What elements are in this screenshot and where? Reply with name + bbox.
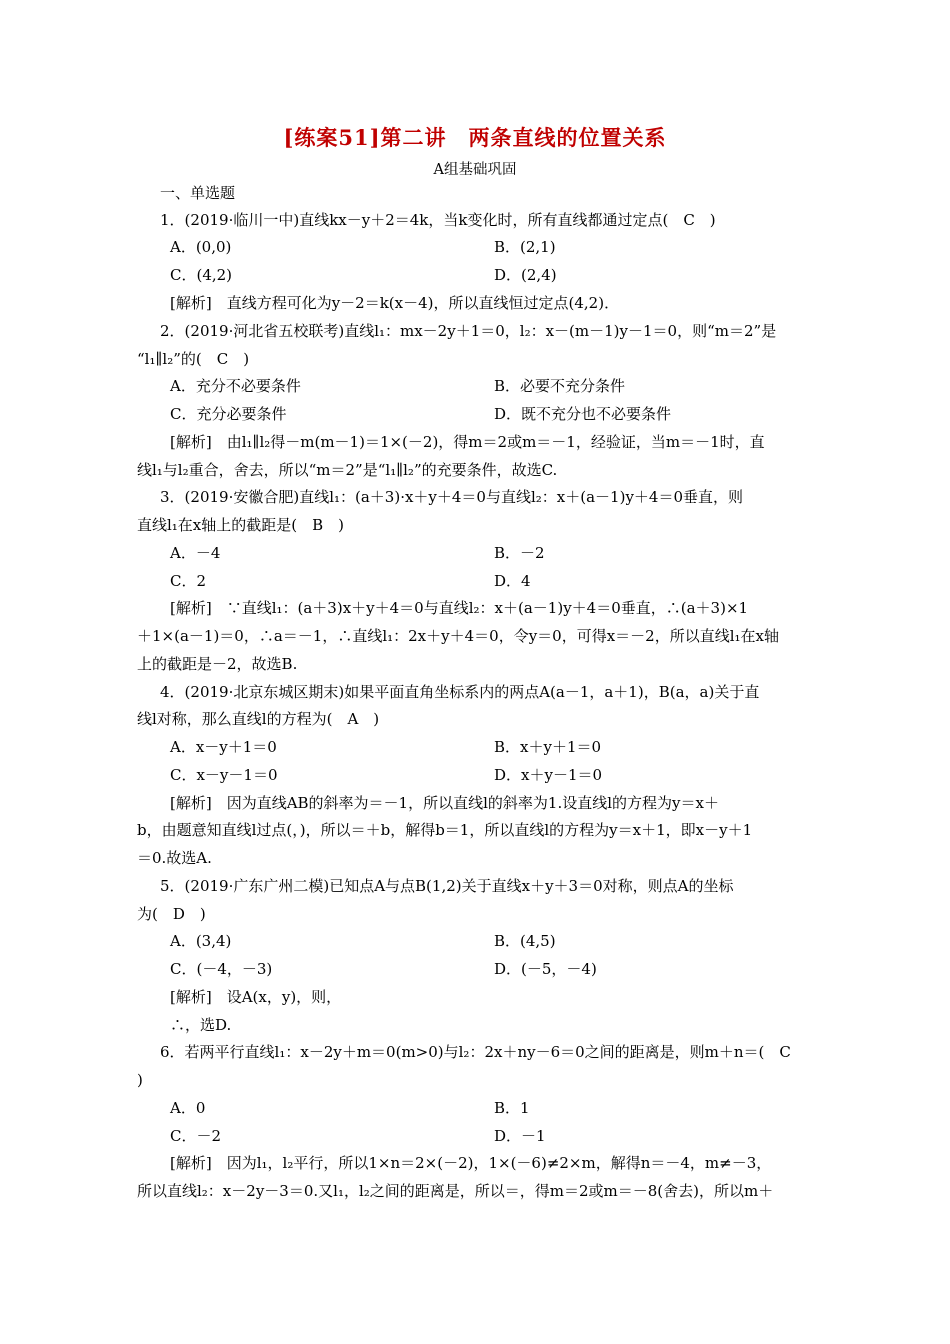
question-1-stem: 1．(2019·临川一中)直线kx－y＋2＝4k，当k变化时，所有直线都通过定点( C ) [160, 211, 716, 229]
question-6-option-c: C．－2 [170, 1127, 222, 1145]
question-5-analysis-line-1: [解析] 设A(x，y)，则， [170, 988, 342, 1006]
question-3-analysis-line-1: [解析] ∵直线l₁：(a＋3)x＋y＋4＝0与直线l₂：x＋(a－1)y＋4＝0垂直，∴(a＋3)×1 [170, 599, 749, 617]
question-4-option-c: C．x－y－1＝0 [170, 766, 278, 784]
question-4-analysis-line-1: [解析] 因为直线AB的斜率为＝－1，所以直线l的斜率为1.设直线l的方程为y＝x＋ [170, 794, 719, 812]
question-4-option-d: D．x＋y－1＝0 [494, 766, 603, 784]
question-2-option-a: A．充分不必要条件 [170, 377, 301, 395]
question-4-option-b: B．x＋y＋1＝0 [494, 738, 602, 756]
question-3-option-a: A．－4 [170, 544, 221, 562]
question-3-option-d: D．4 [494, 572, 531, 590]
question-2-stem-line-1: 2．(2019·河北省五校联考)直线l₁：mx－2y＋1＝0，l₂：x－(m－1)y－1＝0，则“m＝2”是 [160, 322, 777, 340]
question-6-option-d: D．－1 [494, 1127, 546, 1145]
question-3-stem-line-2: 直线l₁在x轴上的截距是( B ) [137, 516, 344, 534]
question-5-analysis-line-2: ∴，选D. [170, 1016, 232, 1034]
question-6-stem-line-1: 6．若两平行直线l₁：x－2y＋m＝0(m>0)与l₂：2x＋ny－6＝0之间的距离是，则m＋n＝( C [160, 1043, 791, 1061]
question-5-stem-line-2: 为( D ) [137, 905, 206, 923]
page-title: [练案51]第二讲 两条直线的位置关系 [283, 125, 667, 150]
question-2-option-b: B．必要不充分条件 [494, 377, 626, 395]
question-6-option-a: A．0 [170, 1099, 206, 1117]
question-1-option-a: A．(0,0) [170, 238, 232, 256]
question-3-analysis-line-2: ＋1×(a－1)＝0，∴a＝－1，∴直线l₁：2x＋y＋4＝0，令y＝0，可得x＝－2，所以直线l₁在x轴 [137, 627, 780, 645]
question-5-option-d: D．(－5，－4) [494, 960, 597, 978]
section-heading: 一、单选题 [160, 184, 236, 202]
question-5-option-c: C．(－4，－3) [170, 960, 273, 978]
question-4-analysis-line-2: b，由题意知直线l过点(，)，所以＝＋b，解得b＝1，所以直线l的方程为y＝x＋1，即x－y＋1 [137, 821, 753, 839]
question-6-stem-line-2: ) [137, 1071, 143, 1089]
question-4-stem-line-2: 线l对称，那么直线l的方程为( A ) [137, 710, 380, 728]
question-2-analysis-line-1: [解析] 由l₁∥l₂得－m(m－1)＝1×(－2)，得m＝2或m＝－1，经验证，当m＝－1时，直 [170, 433, 765, 451]
question-6-analysis-line-1: [解析] 因为l₁，l₂平行，所以1×n＝2×(－2)，1×(－6)≠2×m，解得n＝－4，m≠－3， [170, 1154, 772, 1172]
question-3-option-b: B．－2 [494, 544, 545, 562]
question-5-stem-line-1: 5．(2019·广东广州二模)已知点A与点B(1,2)关于直线x＋y＋3＝0对称，则点A的坐标 [160, 877, 734, 895]
page-subtitle: A组基础巩固 [433, 162, 517, 178]
question-3-option-c: C．2 [170, 572, 207, 590]
question-6-option-b: B．1 [494, 1099, 530, 1117]
question-2-option-d: D．既不充分也不必要条件 [494, 405, 672, 423]
question-2-option-c: C．充分必要条件 [170, 405, 287, 423]
question-2-analysis-line-2: 线l₁与l₂重合，舍去，所以“m＝2”是“l₁∥l₂”的充要条件，故选C. [137, 461, 558, 479]
question-1-option-b: B．(2,1) [494, 238, 556, 256]
question-1-option-c: C．(4,2) [170, 266, 233, 284]
question-5-option-b: B．(4,5) [494, 932, 556, 950]
question-4-analysis-line-3: ＝0.故选A. [137, 849, 212, 867]
question-1-option-d: D．(2,4) [494, 266, 557, 284]
question-5-option-a: A．(3,4) [170, 932, 232, 950]
question-1-analysis: [解析] 直线方程可化为y－2＝k(x－4)，所以直线恒过定点(4,2)． [170, 294, 620, 312]
question-4-option-a: A．x－y＋1＝0 [170, 738, 277, 756]
question-3-stem-line-1: 3．(2019·安徽合肥)直线l₁：(a＋3)·x＋y＋4＝0与直线l₂：x＋(a－1)y＋4＝0垂直，则 [160, 488, 744, 506]
question-4-stem-line-1: 4．(2019·北京东城区期末)如果平面直角坐标系内的两点A(a－1，a＋1)，B(a，a)关于直 [160, 683, 760, 701]
question-2-stem-line-2: “l₁∥l₂”的( C ) [137, 350, 250, 368]
question-6-analysis-line-2: 所以直线l₂：x－2y－3＝0.又l₁，l₂之间的距离是，所以＝，得m＝2或m＝－8(舍去)，所以m＋ [137, 1182, 774, 1200]
question-3-analysis-line-3: 上的截距是－2，故选B. [137, 655, 298, 673]
